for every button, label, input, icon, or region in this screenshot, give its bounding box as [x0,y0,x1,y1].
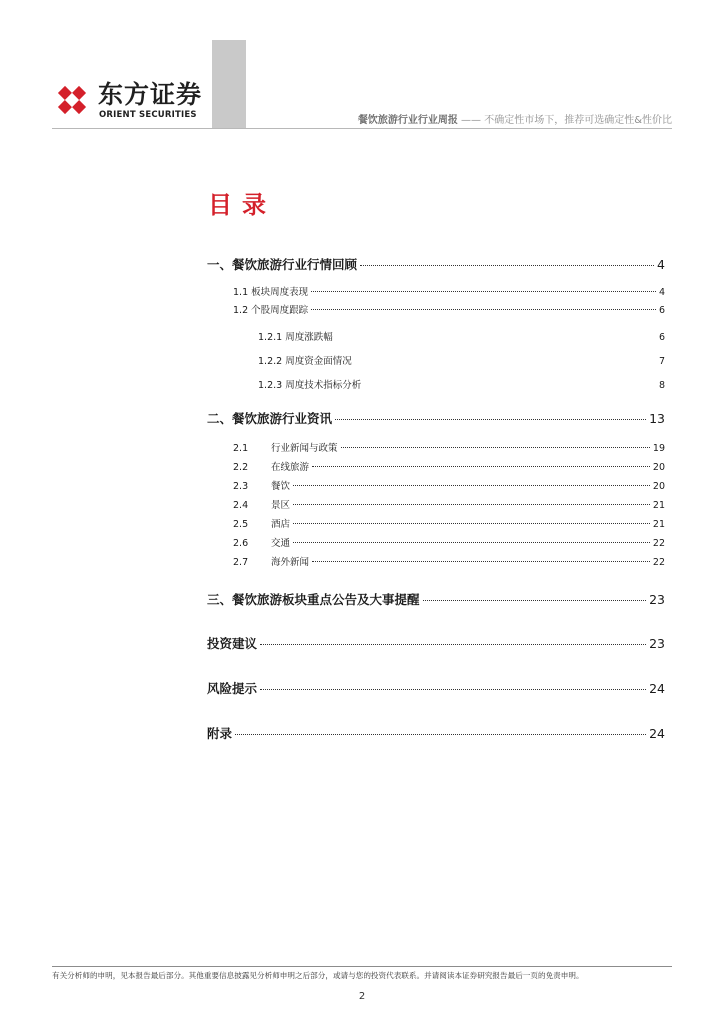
toc-entry-1-2-3[interactable] [258,377,665,391]
toc-entry-number: 2.5 [233,519,249,530]
toc-entry-page: 13 [649,411,665,426]
toc-entry-label: 1.2 个股周度跟踪 [233,305,309,316]
toc-entry-label: 1.2.2 周度资金面情况 [258,356,352,367]
toc-entry-page: 19 [652,443,665,454]
toc-entry-number: 2.7 [233,557,249,568]
toc-leader-dots [423,600,647,601]
toc-heading: 目录 [208,191,276,219]
toc-entry-page: 22 [652,557,665,568]
footer-disclaimer: 有关分析师的申明，见本报告最后部分。其他重要信息披露见分析师申明之后部分，或请与您的投资代表联系。并请阅读本证券研究报告最后一页的免责申明。 [52,971,584,980]
toc-entry-page: 6 [658,305,665,316]
toc-entry-label: 1.1 板块周度表现 [233,287,309,298]
header-divider [52,128,672,129]
toc-entry-label: 三、餐饮旅游板块重点公告及大事提醒 [207,592,420,607]
toc-leader-dots [311,291,656,292]
toc-entry-label: 一、餐饮旅游行业行情回顾 [207,257,358,272]
toc-leader-dots [335,419,646,420]
toc-leader-dots [293,485,650,486]
toc-entry-page: 23 [649,636,665,651]
toc-entry-number: 2.2 [233,462,249,473]
toc-entry-page: 21 [652,500,665,511]
toc-entry-label: 1.2.1 周度涨跌幅 [258,332,333,343]
toc-entry-label: 二、餐饮旅游行业资讯 [207,411,333,426]
toc-entry-2-7[interactable] [233,554,665,568]
toc-entry-2-5[interactable] [233,516,665,530]
footer-divider [52,966,672,967]
page-number: 2 [358,991,366,1002]
logo-english-name: ORIENT SECURITIES [99,110,197,120]
toc-entry-label: 行业新闻与政策 [271,443,338,454]
toc-entry-label: 餐饮 [271,481,291,492]
company-logo [52,80,212,122]
toc-leader-dots [260,689,646,690]
toc-entry-number: 2.3 [233,481,249,492]
toc-entry-label: 景区 [271,500,291,511]
toc-entry-risk-warning[interactable] [207,679,665,697]
toc-entry-page: 4 [658,287,665,298]
toc-entry-2-4[interactable] [233,497,665,511]
toc-entry-label: 在线旅游 [271,462,310,473]
toc-entry-appendix[interactable] [207,724,665,742]
toc-leader-dots [293,542,650,543]
toc-entry-2-2[interactable] [233,459,665,473]
toc-entry-section-1[interactable] [207,255,665,273]
toc-entry-number: 2.4 [233,500,249,511]
toc-entry-page: 21 [652,519,665,530]
toc-entry-2-6[interactable] [233,535,665,549]
toc-leader-dots [293,523,650,524]
toc-entry-page: 23 [649,592,665,607]
toc-leader-dots [341,447,650,448]
toc-leader-dots [260,644,646,645]
report-title-subtitle: —— 不确定性市场下，推荐可选确定性&性价比 [457,115,672,126]
toc-entry-page: 20 [652,481,665,492]
toc-entry-page: 24 [649,726,665,741]
report-title-bold: 餐饮旅游行业行业周报 [357,115,458,126]
toc-entry-page: 24 [649,681,665,696]
toc-leader-dots [312,561,650,562]
toc-entry-1-2[interactable] [233,302,665,316]
toc-entry-label: 投资建议 [207,636,258,651]
toc-entry-1-2-1[interactable] [258,329,665,343]
toc-leader-dots [360,265,654,266]
toc-entry-page: 22 [652,538,665,549]
toc-leader-dots [235,734,646,735]
logo-chinese-name: 东方证券 [98,80,203,109]
toc-entry-label: 酒店 [271,519,291,530]
toc-entry-label: 风险提示 [207,681,258,696]
toc-entry-label: 1.2.3 周度技术指标分析 [258,380,362,391]
toc-entry-label: 附录 [207,726,233,741]
toc-leader-dots [293,504,650,505]
toc-entry-page: 4 [657,257,665,272]
toc-leader-dots [312,466,650,467]
toc-entry-page: 7 [658,356,665,367]
toc-entry-page: 6 [658,332,665,343]
toc-entry-page: 8 [658,380,665,391]
toc-entry-section-2[interactable] [207,409,665,427]
toc-entry-page: 20 [652,462,665,473]
toc-entry-1-1[interactable] [233,284,665,298]
toc-leader-dots [311,309,656,310]
toc-entry-number: 2.6 [233,538,249,549]
toc-entry-1-2-2[interactable] [258,353,665,367]
toc-entry-2-1[interactable] [233,440,665,454]
report-header-title [358,111,672,126]
toc-entry-label: 交通 [271,538,291,549]
toc-entry-section-3[interactable] [207,590,665,608]
toc-entry-investment-advice[interactable] [207,634,665,652]
orient-securities-logo-icon [52,80,92,120]
header-decorative-bar [212,40,246,128]
toc-entry-number: 2.1 [233,443,249,454]
toc-entry-label: 海外新闻 [271,557,310,568]
toc-entry-2-3[interactable] [233,478,665,492]
